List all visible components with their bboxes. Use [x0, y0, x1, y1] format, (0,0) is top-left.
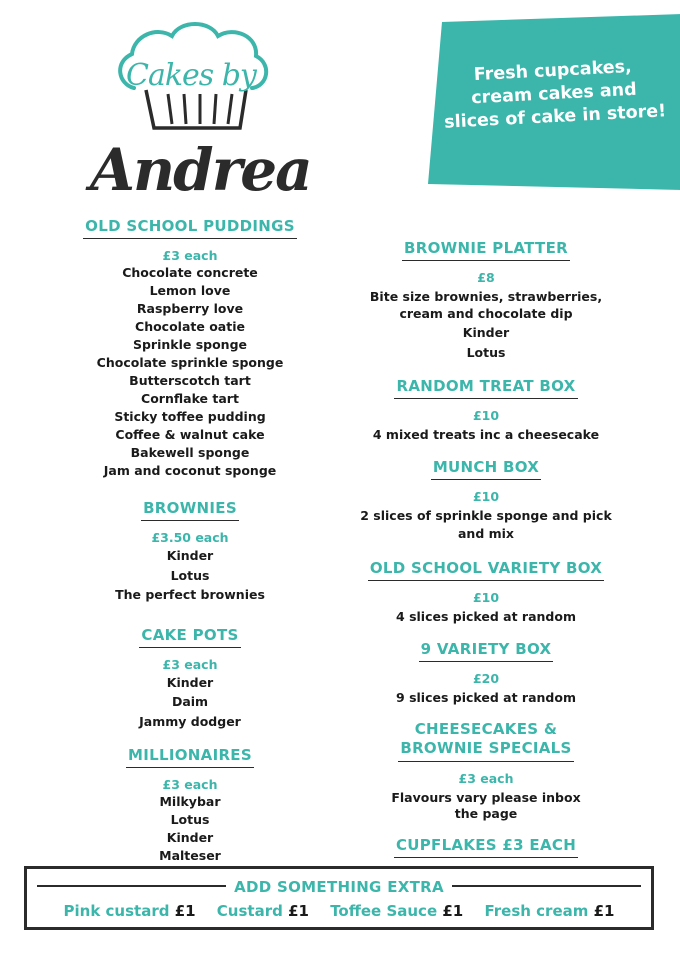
section-random-treat-box [360, 376, 612, 443]
list-item: Kinder [462, 325, 510, 340]
brand-name: Andrea [90, 136, 311, 204]
price: £8 [477, 270, 495, 285]
extra-item [64, 902, 196, 920]
extra-price: £1 [593, 902, 615, 920]
right-column [360, 238, 612, 872]
description: the page [454, 805, 518, 821]
brand-logo [88, 18, 311, 208]
section-title: OLD SCHOOL PUDDINGS [83, 217, 297, 239]
price: £3.50 each [151, 530, 229, 545]
extra-price: £1 [288, 902, 309, 920]
list-item: Milkybar [159, 794, 221, 809]
extra-item [217, 902, 309, 920]
left-column [70, 216, 310, 879]
list-item: Bakewell sponge [130, 445, 250, 460]
section-title: MUNCH BOX [431, 458, 541, 480]
description: 9 slices picked at random [396, 689, 576, 705]
description: and mix [457, 526, 514, 541]
list-item: Sprinkle sponge [132, 337, 248, 352]
list-item: Kinder [166, 548, 214, 563]
section-cupflakes [360, 835, 612, 858]
list-item: Raspberry love [136, 301, 244, 316]
price: £20 [472, 670, 500, 686]
description: 4 slices picked at random [396, 608, 576, 624]
list-item: Jam and coconut sponge [103, 463, 277, 478]
list-item: Cornflake tart [141, 391, 239, 406]
section-9-variety-box [360, 639, 612, 706]
list-item: Jammy dodger [139, 713, 241, 729]
price: £3 each [458, 770, 514, 786]
list-item: Coffee & walnut cake [115, 427, 265, 442]
extras-list [27, 902, 651, 920]
extra-item [484, 902, 614, 920]
list-item: Lemon love [149, 283, 231, 298]
section-title: MILLIONAIRES [126, 746, 254, 768]
section-title: OLD SCHOOL VARIETY BOX [368, 559, 604, 581]
section-title: BROWNIES [141, 499, 239, 521]
list-item: Lotus [466, 344, 506, 360]
section-cheesecakes-brownie-specials [360, 720, 612, 821]
section-old-school-variety-box [360, 558, 612, 625]
promo-text: Fresh cupcakes, cream cakes and slices of cake in store! [443, 56, 667, 133]
list-item: Chocolate oatie [135, 319, 245, 334]
section-title: CAKE POTS [139, 626, 240, 648]
brand-line1: Cakes by [126, 58, 256, 93]
price: £10 [472, 589, 500, 605]
extras-title: ADD SOMETHING EXTRA [226, 878, 452, 896]
list-item: Lotus [170, 812, 210, 827]
list-item: The perfect brownies [115, 587, 265, 602]
section-brownies [70, 498, 310, 605]
section-title-line1: CHEESECAKES & [414, 719, 558, 738]
section-brownie-platter [360, 238, 612, 362]
extra-price: £1 [442, 902, 464, 920]
extras-box [24, 866, 654, 930]
list-item: Malteser [159, 848, 221, 863]
extra-name: Pink custard [63, 902, 170, 920]
description: Flavours vary please inbox [391, 789, 581, 805]
extra-name: Toffee Sauce [330, 902, 438, 920]
extra-item [330, 902, 463, 920]
section-title: 9 VARIETY BOX [419, 640, 554, 662]
extra-name: Custard [216, 902, 283, 920]
list-item: Daim [171, 694, 209, 709]
description: cream and chocolate dip [399, 306, 573, 321]
list-item: Sticky toffee pudding [114, 409, 266, 424]
description: 4 mixed treats inc a cheesecake [372, 427, 600, 442]
description: Bite size brownies, strawberries, [369, 289, 603, 304]
section-old-school-puddings [70, 216, 310, 480]
description: 2 slices of sprinkle sponge and pick [360, 508, 612, 523]
price: £3 each [162, 248, 218, 263]
section-title: BROWNIE PLATTER [402, 239, 570, 261]
price: £10 [472, 489, 500, 504]
section-title-line2: BROWNIE SPECIALS [400, 738, 572, 757]
price: £10 [472, 408, 500, 423]
extra-price: £1 [174, 902, 196, 920]
section-cake-pots [70, 625, 310, 732]
section-munch-box [360, 457, 612, 544]
promo-banner [428, 14, 680, 196]
extra-name: Fresh cream [484, 902, 589, 920]
section-title: CUPFLAKES £3 EACH [394, 836, 578, 858]
section-millionaires [70, 745, 310, 865]
list-item: Kinder [166, 830, 214, 845]
price: £3 each [162, 777, 218, 792]
list-item: Chocolate sprinkle sponge [96, 355, 284, 370]
price: £3 each [162, 656, 218, 672]
section-title: RANDOM TREAT BOX [394, 377, 577, 399]
list-item: Chocolate concrete [122, 265, 258, 280]
list-item: Butterscotch tart [129, 373, 251, 388]
section-title [398, 720, 573, 762]
list-item: Kinder [166, 674, 214, 690]
list-item: Lotus [170, 567, 210, 583]
extras-title-wrap [27, 877, 651, 896]
